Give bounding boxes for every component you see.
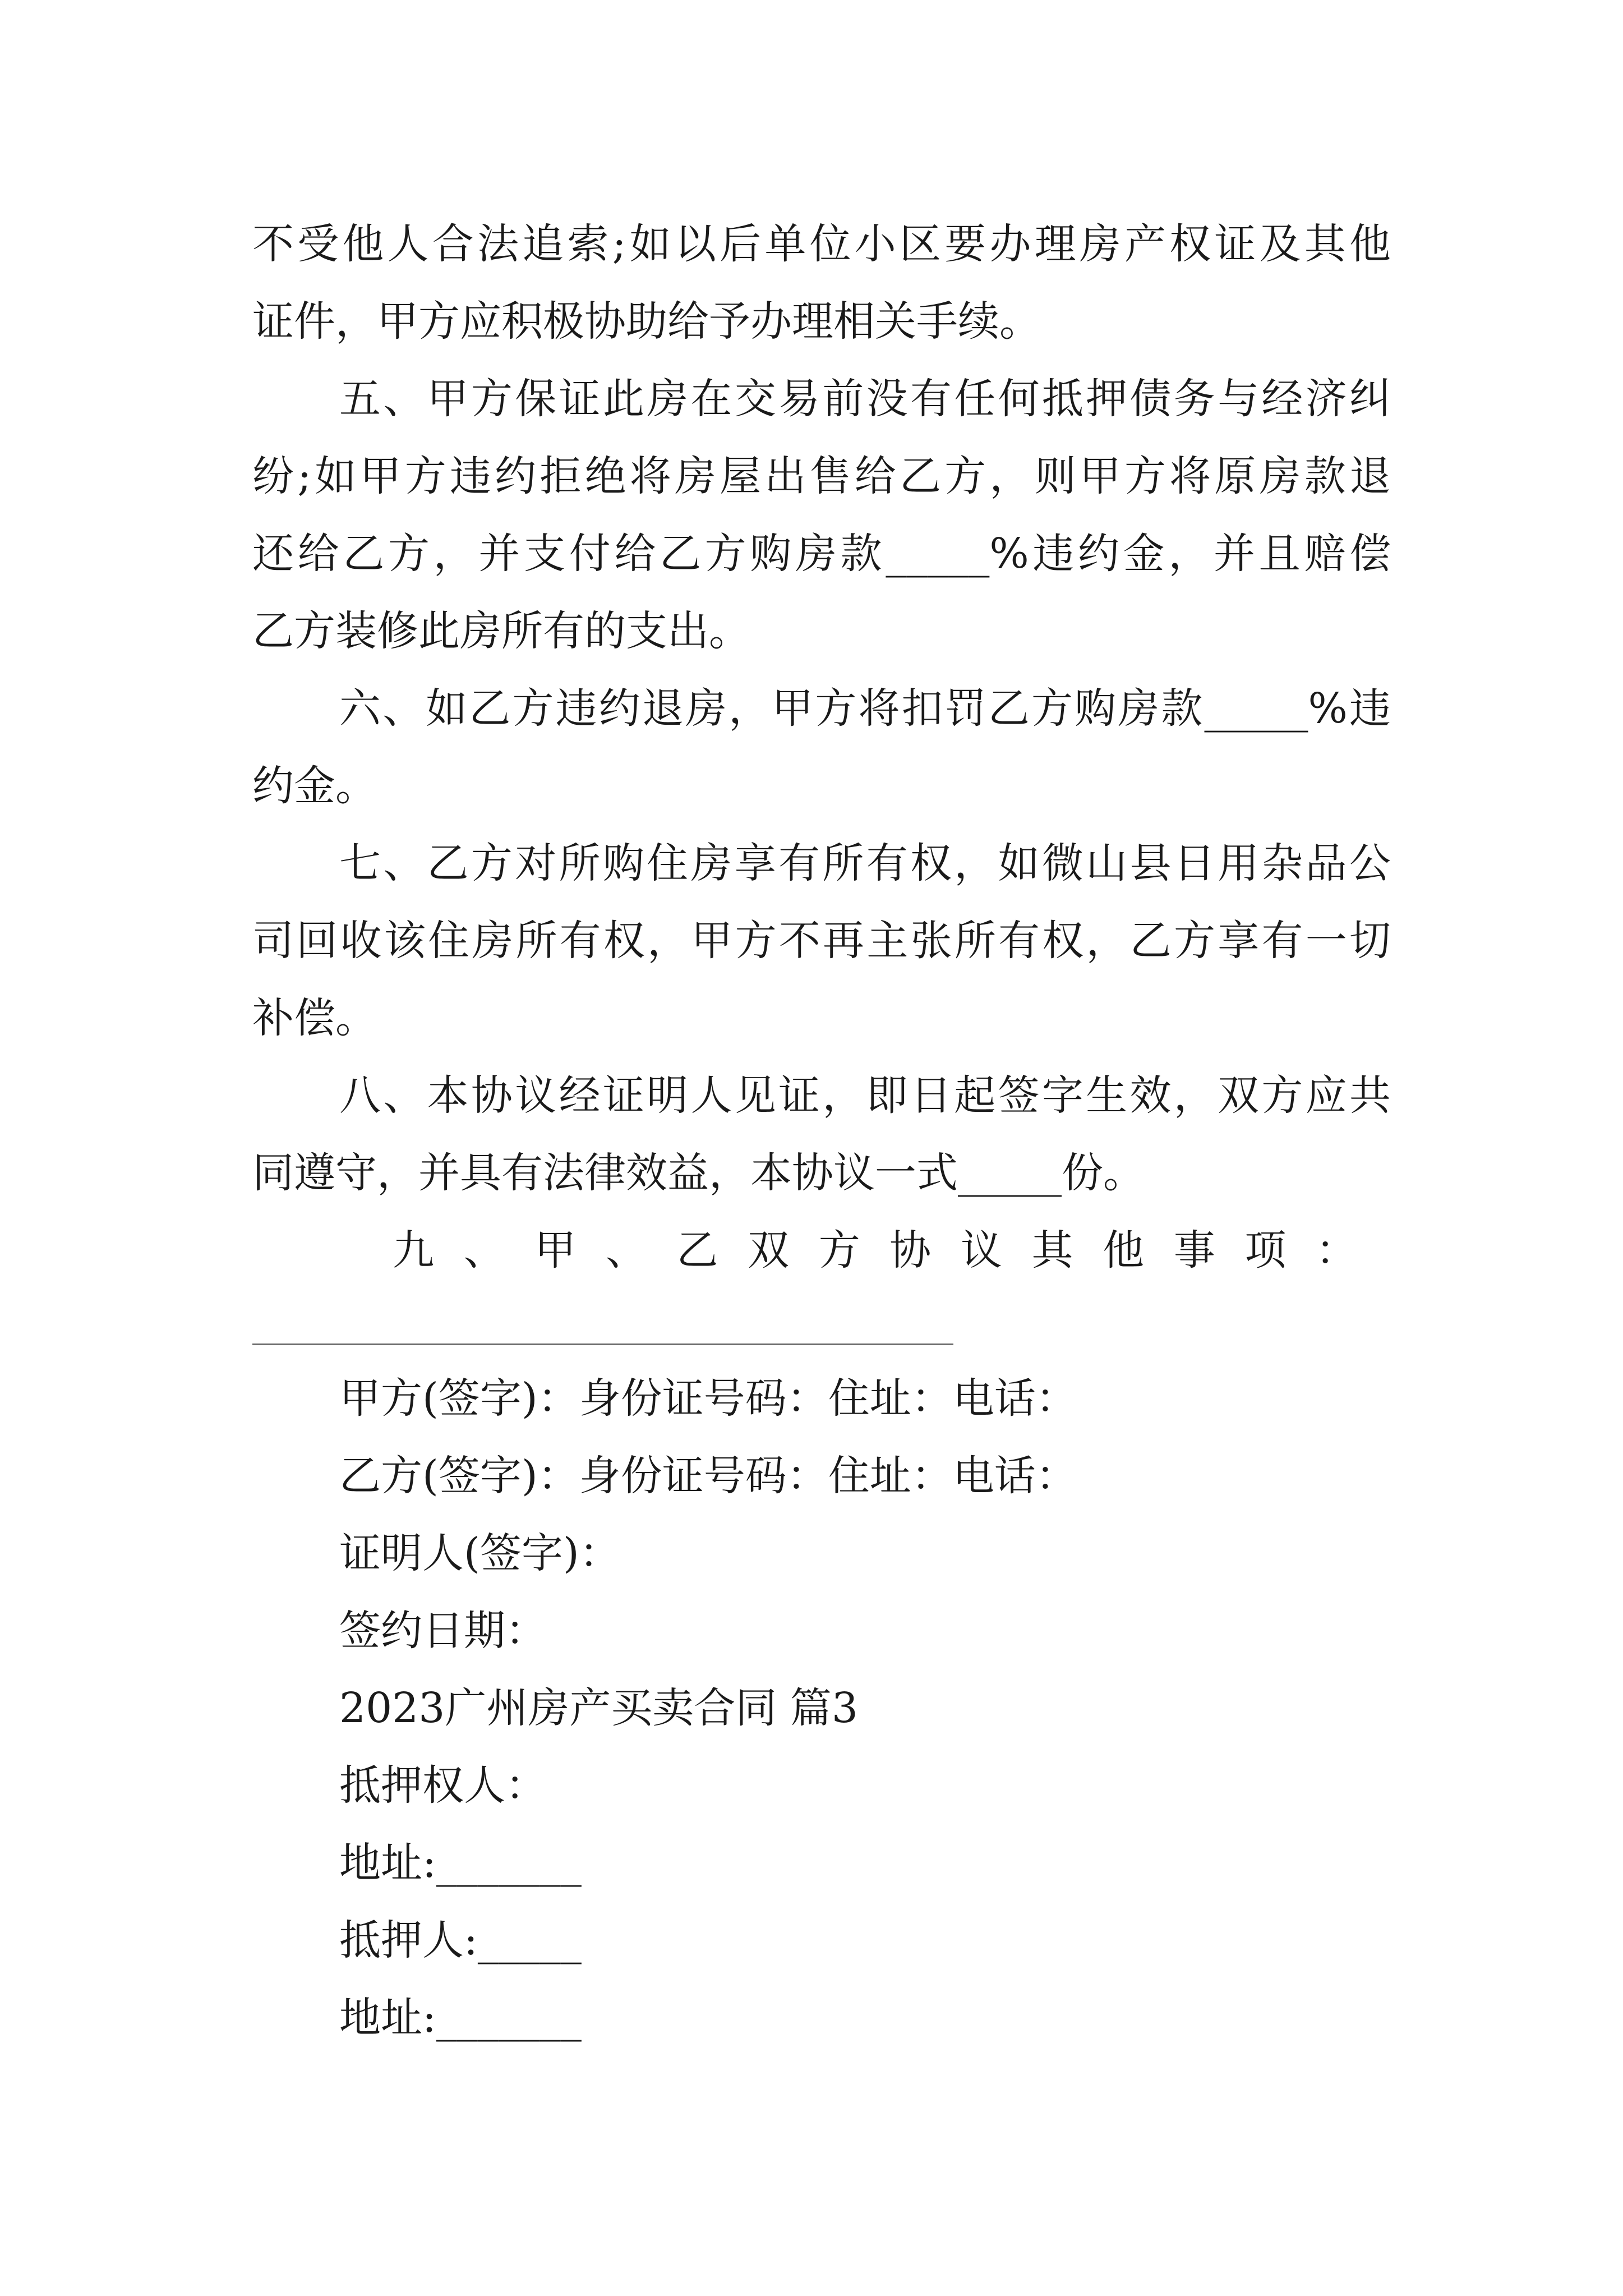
fill-in-rule	[252, 1343, 953, 1345]
address-line: 地址:_______	[339, 1994, 582, 2042]
clause-eight-line: 八、本协议经证明人见证，即日起签字生效，双方应共	[339, 1071, 1391, 1120]
mortgagee-line: 抵押权人：	[339, 1761, 547, 1810]
text-line: 纷;如甲方违约拒绝将房屋出售给乙方，则甲方将原房款退	[252, 452, 1391, 500]
text-line: 不受他人合法追索;如以后单位小区要办理房产权证及其他	[252, 220, 1391, 268]
witness-signature-line: 证明人(签字)：	[339, 1529, 621, 1577]
clause-five-line: 五、甲方保证此房在交易前没有任何抵押债务与经济纠	[339, 375, 1391, 423]
party-a-signature-line: 甲方(签字)：身份证号码：住址：电话：	[339, 1374, 1077, 1423]
address-line: 地址:_______	[339, 1839, 582, 1887]
section-heading: 2023广州房产买卖合同 篇3	[339, 1684, 858, 1732]
text-line: 证件，甲方应积极协助给予办理相关手续。	[252, 297, 1041, 346]
text-line: 乙方装修此房所有的支出。	[252, 607, 750, 655]
text-line: 补偿。	[252, 994, 377, 1042]
clause-six-line: 六、如乙方违约退房，甲方将扣罚乙方购房款_____%违	[339, 684, 1391, 733]
signing-date-line: 签约日期：	[339, 1607, 547, 1655]
text-line: 约金。	[252, 762, 377, 810]
text-line: 同遵守，并具有法律效益，本协议一式_____份。	[252, 1149, 1145, 1197]
text-line: 还给乙方，并支付给乙方购房款_____%违约金，并且赔偿	[252, 530, 1391, 578]
text-line: 司回收该住房所有权，甲方不再主张所有权，乙方享有一切	[252, 917, 1391, 965]
mortgagor-line: 抵押人:_____	[339, 1916, 582, 1964]
clause-nine-line: 九、甲、乙双方协议其他事项：	[393, 1226, 1357, 1274]
party-b-signature-line: 乙方(签字)：身份证号码：住址：电话：	[339, 1452, 1077, 1500]
clause-seven-line: 七、乙方对所购住房享有所有权，如微山县日用杂品公	[339, 839, 1391, 887]
